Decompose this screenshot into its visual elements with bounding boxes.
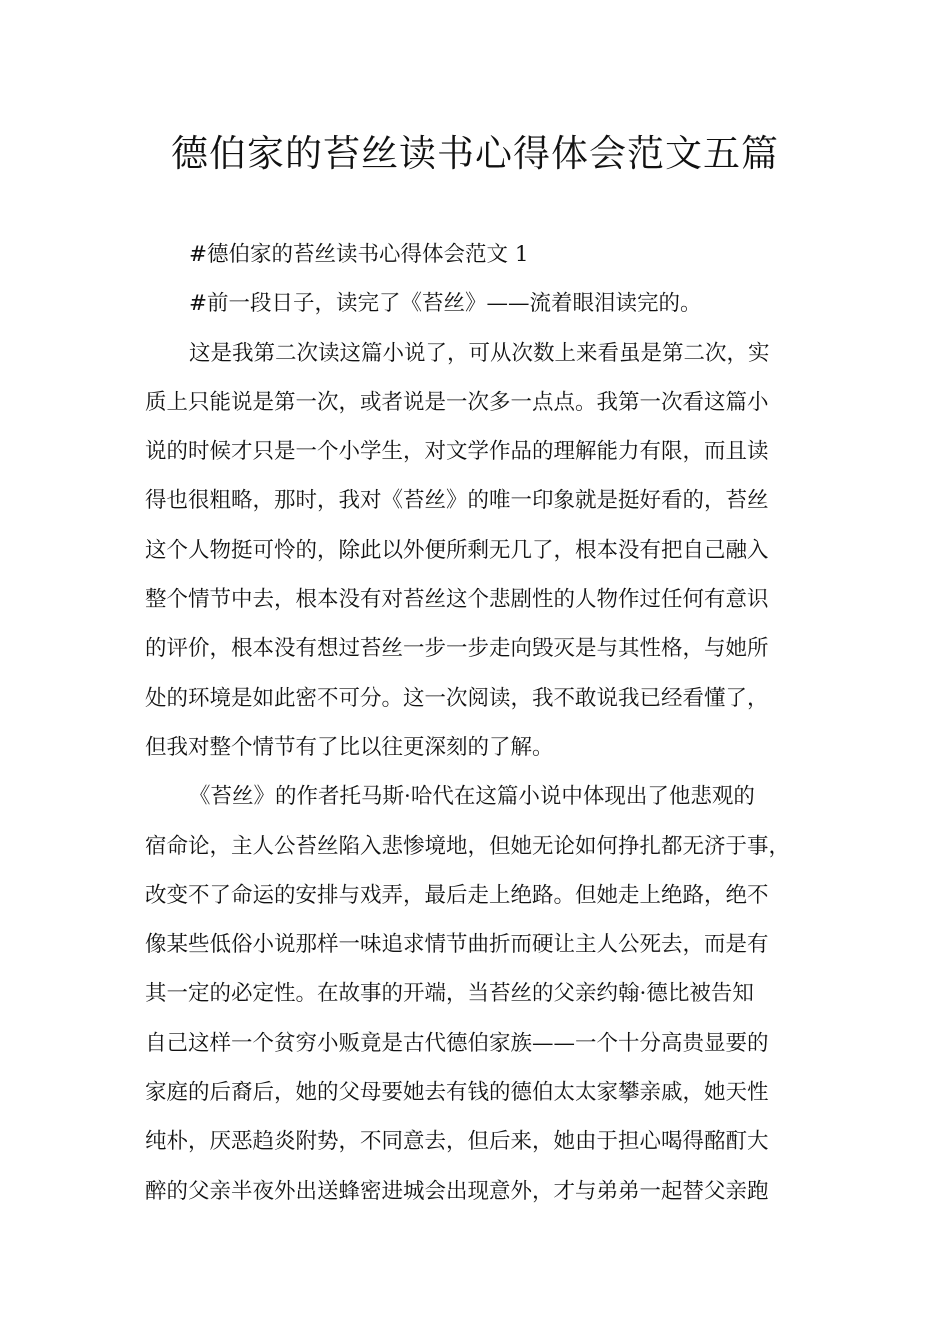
body-line: 《苔丝》的作者托马斯·哈代在这篇小说中体现出了他悲观的 [189,784,755,810]
body-line: 宿命论，主人公苔丝陷入悲惨境地，但她无论如何挣扎都无济于事， [145,833,791,859]
body-line: 像某些低俗小说那样一味追求情节曲折而硬让主人公死去，而是有 [145,932,769,958]
body-line: 得也很粗略，那时，我对《苔丝》的唯一印象就是挺好看的，苔丝 [145,488,769,514]
body-line: #德伯家的苔丝读书心得体会范文 1 [189,242,529,267]
document-body [145,230,810,1216]
body-line: 改变不了命运的安排与戏弄，最后走上绝路。但她走上绝路，绝不 [145,882,769,908]
body-line: 的评价，根本没有想过苔丝一步一步走向毁灭是与其性格，与她所 [145,636,769,662]
body-line: 这个人物挺可怜的，除此以外便所剩无几了，根本没有把自己融入 [145,537,769,563]
body-line: 处的环境是如此密不可分。这一次阅读，我不敢说我已经看懂了， [145,685,769,711]
body-line: #前一段日子，读完了《苔丝》——流着眼泪读完的。 [189,291,702,317]
body-line: 但我对整个情节有了比以往更深刻的了解。 [145,734,554,760]
document-title: 德伯家的苔丝读书心得体会范文五篇 [171,132,779,175]
body-line: 其一定的必定性。在故事的开端，当苔丝的父亲约翰·德比被告知 [145,981,754,1007]
body-line: 家庭的后裔后，她的父母要她去有钱的德伯太太家攀亲戚，她天性 [145,1080,769,1106]
body-line: 这是我第二次读这篇小说了，可从次数上来看虽是第二次，实 [189,340,770,366]
body-line: 说的时候才只是一个小学生，对文学作品的理解能力有限，而且读 [145,439,769,465]
body-line: 纯朴，厌恶趋炎附势，不同意去，但后来，她由于担心喝得酩酊大 [145,1129,769,1155]
body-line: 整个情节中去，根本没有对苔丝这个悲剧性的人物作过任何有意识 [145,587,769,613]
body-line: 质上只能说是第一次，或者说是一次多一点点。我第一次看这篇小 [145,389,769,415]
body-line: 醉的父亲半夜外出送蜂密进城会出现意外，才与弟弟一起替父亲跑 [145,1178,769,1204]
body-line: 自己这样一个贫穷小贩竟是古代德伯家族——一个十分高贵显要的 [145,1030,769,1056]
